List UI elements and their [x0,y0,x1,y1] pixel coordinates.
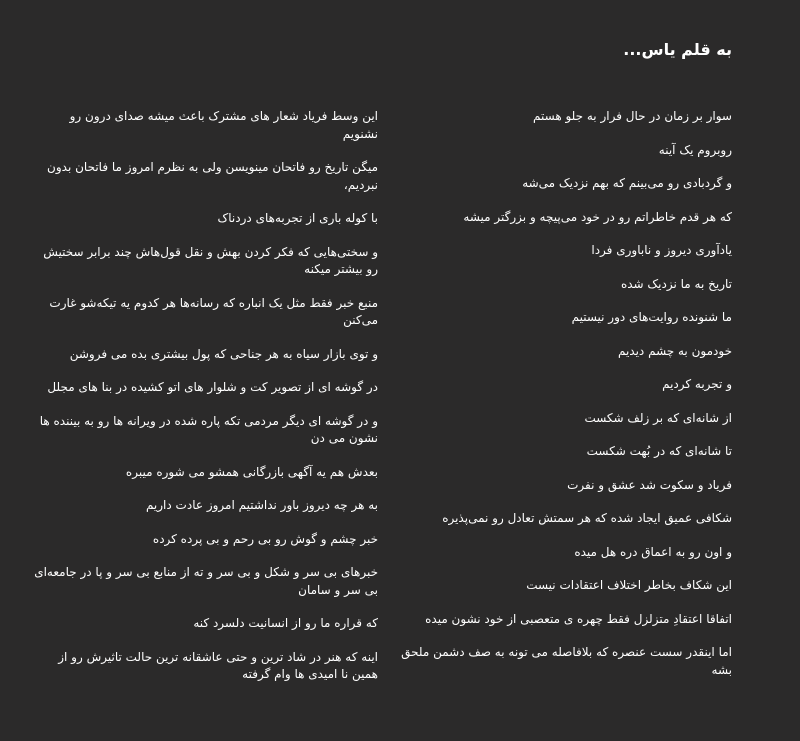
poem-line: اینه که هنر در شاد ترین و حتی عاشقانه ترین حالت تاثیرش رو از همین نا امیدی ها وام گرفته [58,649,378,681]
poem-line: به هر چه دیروز باور نداشتیم امروز عادت داریم [145,498,378,512]
poem-line: و در گوشه ای دیگر مردمی تکه پاره شده در ویرانه ها رو به بیننده ها نشون می دن [39,413,378,445]
poem-line: سوار بر زمان در حال فرار به جلو هستم [533,109,732,123]
poem-line: خبر چشم و گوش رو بی رحم و بی پرده کرده [152,531,378,546]
poem-line: بعدش هم یه آگهی بازرگانی همشو می شوره میبره [125,464,378,479]
poem-line: فریاد و سکوت شد عشق و نفرت [567,477,732,492]
poem-line: این شکاف بخاطر اختلاف اعتقادات نیست [526,578,732,592]
poem-line: منبع خبر فقط مثل یک انباره که رسانه‌ها هر کدوم یه تیکه‌شو غارت می‌کنن [49,295,378,327]
right-column [387,108,732,695]
poem-line: که هر قدم خاطراتم رو در خود می‌پیچه و بزرگتر میشه [463,209,732,224]
left-column [33,108,378,700]
poem-line: خبرهای بی سر و شکل و بی سر و ته از منابع بی سر و پا در جامعه‌ای بی سر و سامان [34,565,378,597]
poem-line: و گردبادی رو می‌بینم که بهم نزدیک می‌شه [522,176,732,190]
poem-line: تا شانه‌ای که در بُهت شکست [586,444,732,458]
poem-line: خودمون به چشم دیدیم [617,343,732,358]
poem-line: تاریخ به ما نزدیک شده [620,276,732,291]
poem-line: اما اینقدر سست عنصره که بلافاصله می تونه به صف دشمن ملحق بشه [401,645,732,677]
poem-line: روبروم یک آینه [658,142,732,157]
poem-line: و تجربه کردیم [662,377,732,391]
poem-line: و توی بازار سیاه به هر جناحی که پول بیشتری بده می فروشن [69,346,378,361]
poem-line: با کوله باری از تجربه‌های دردناک [217,211,378,225]
poem-line: که قراره ما رو از انسانیت دلسرد کنه [193,616,378,630]
poem-line: در گوشه ای از تصویر کت و شلوار های اتو کشیده در بنا های مجلل [47,380,378,394]
poem-line: از شانه‌ای که بر زلف شکست [584,410,732,425]
poem-line: این وسط فریاد شعار های مشترک باعث میشه صدای درون رو نشنویم [69,109,378,141]
poem-line: اتفاقا اعتقادِ متزلزل فقط چهره ی متعصبی از خود نشون میده [425,611,732,626]
poem-line: شکافی عمیق ایجاد شده که هر سمتش تعادل رو نمی‌پذیره [442,511,732,525]
poem-line: میگن تاریخ رو فاتحان مینویسن ولی به نظرم امروز ما فاتحان بدون نبردیم، [47,160,378,192]
poem-line: و سختی‌هایی که فکر کردن بهش و نقل قول‌هاش چند برابر سختیش رو بیشتر میکنه [43,244,378,276]
poem-line: و اون رو به اعماق دره هل میده [574,544,732,559]
poem-line: ما شنونده روایت‌های دور نیستیم [571,310,732,324]
page-title: به قلم یاس... [623,40,732,59]
poem-line: یادآوری دیروز و ناباوری فردا [591,243,732,257]
